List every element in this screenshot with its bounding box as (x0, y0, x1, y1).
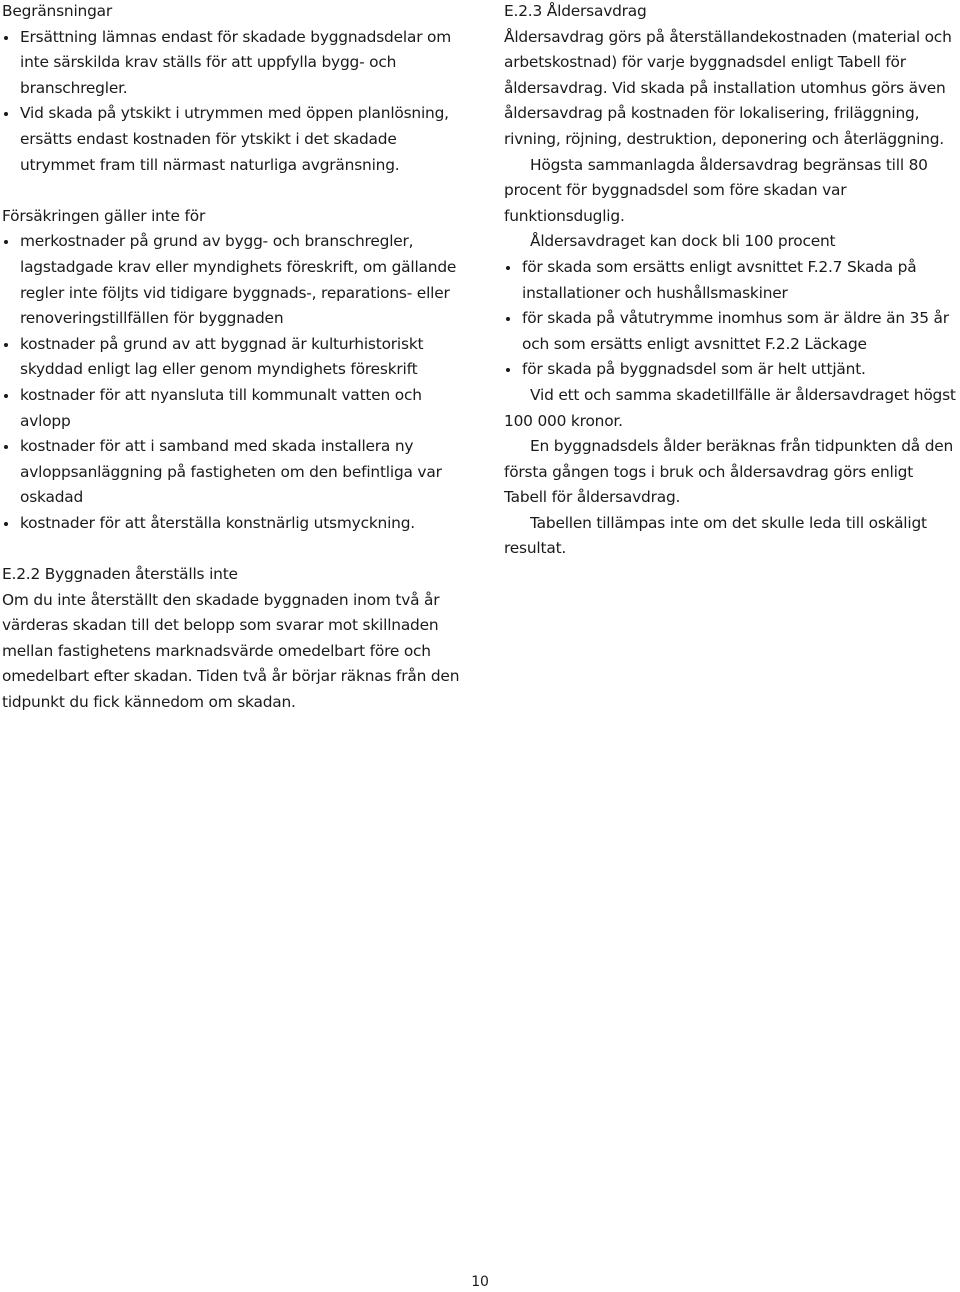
age-deduction-list (504, 255, 960, 383)
paragraph: Vid ett och samma skadetillfälle är åldersavdraget högst 100 000 kronor. (504, 385, 956, 430)
section-heading-age-deduction: E.2.3 Åldersavdrag (504, 2, 647, 20)
coverage-intro: Försäkringen gäller inte för (2, 206, 206, 225)
paragraph: Tabellen tillämpas inte om det skulle leda till oskäligt resultat. (504, 513, 927, 558)
paragraph: Åldersavdraget kan dock bli 100 procent (530, 232, 836, 251)
list-item: kostnader för att i samband med skada installera ny avloppsanläggning på fastigheten om den befintliga var oskadad (2, 434, 468, 511)
page-number: 10 (471, 1274, 489, 1290)
coverage-exclusions-list (2, 229, 468, 536)
paragraph: Om du inte återställt den skadade byggnaden inom två år värderas skadan till det belopp som svarar mot skillnaden mellan fastighetens marknadsvärde omedelbart före och omedelbart efter skadan. Tiden två år börjar räknas från den tidpunkt du fick kännedom om skadan. (2, 590, 460, 711)
paragraph: En byggnadsdels ålder beräknas från tidpunkten då den första gången togs i bruk och åldersavdrag görs enligt Tabell för åldersavdrag. (504, 437, 954, 507)
list-item: kostnader för att återställa konstnärlig utsmyckning. (2, 511, 468, 537)
list-item: kostnader för att nyansluta till kommunalt vatten och avlopp (2, 383, 468, 434)
limitations-heading: Begränsningar (2, 2, 113, 20)
bottom-left-section (2, 562, 468, 716)
list-item: för skada på byggnadsdel som är helt uttjänt. (504, 357, 960, 383)
list-item: för skada på våtutrymme inomhus som är äldre än 35 år och som ersätts enligt avsnittet F.2.2 Läckage (504, 306, 960, 357)
right-column (504, 0, 960, 562)
list-item: Vid skada på ytskikt i utrymmen med öppen planlösning, ersätts endast kostnaden för ytskikt i det skadade utrymmet fram till närmast naturliga avgränsning. (2, 101, 468, 178)
paragraph: Åldersavdrag görs på återställandekostnaden (material och arbetskostnad) för varje byggnadsdel enligt Tabell för åldersavdrag. Vid skada på installation utomhus görs även åldersavdrag på kostnaden för lokalisering, friläggning, rivning, röjning, destruktion, deponering och återläggning. (504, 27, 952, 148)
paragraph: Högsta sammanlagda åldersavdrag begränsas till 80 procent för byggnadsdel som före skadan var funktionsduglig. (504, 155, 928, 225)
list-item: merkostnader på grund av bygg- och branschregler, lagstadgade krav eller myndighets föreskrift, om gällande regler inte följts vid tidigare byggnads-, reparations- eller renoveringstillfällen för byggnaden (2, 229, 468, 331)
list-item: för skada som ersätts enligt avsnittet F.2.7 Skada på installationer och hushållsmaskiner (504, 255, 960, 306)
list-item: kostnader på grund av att byggnad är kulturhistoriskt skyddad enligt lag eller genom myndighets föreskrift (2, 332, 468, 383)
list-item: Ersättning lämnas endast för skadade byggnadsdelar om inte särskilda krav ställs för att uppfylla bygg- och branschregler. (2, 25, 468, 102)
left-column (2, 0, 468, 536)
section-heading-not-restored: E.2.2 Byggnaden återställs inte (2, 565, 238, 583)
limitations-list (2, 25, 468, 179)
